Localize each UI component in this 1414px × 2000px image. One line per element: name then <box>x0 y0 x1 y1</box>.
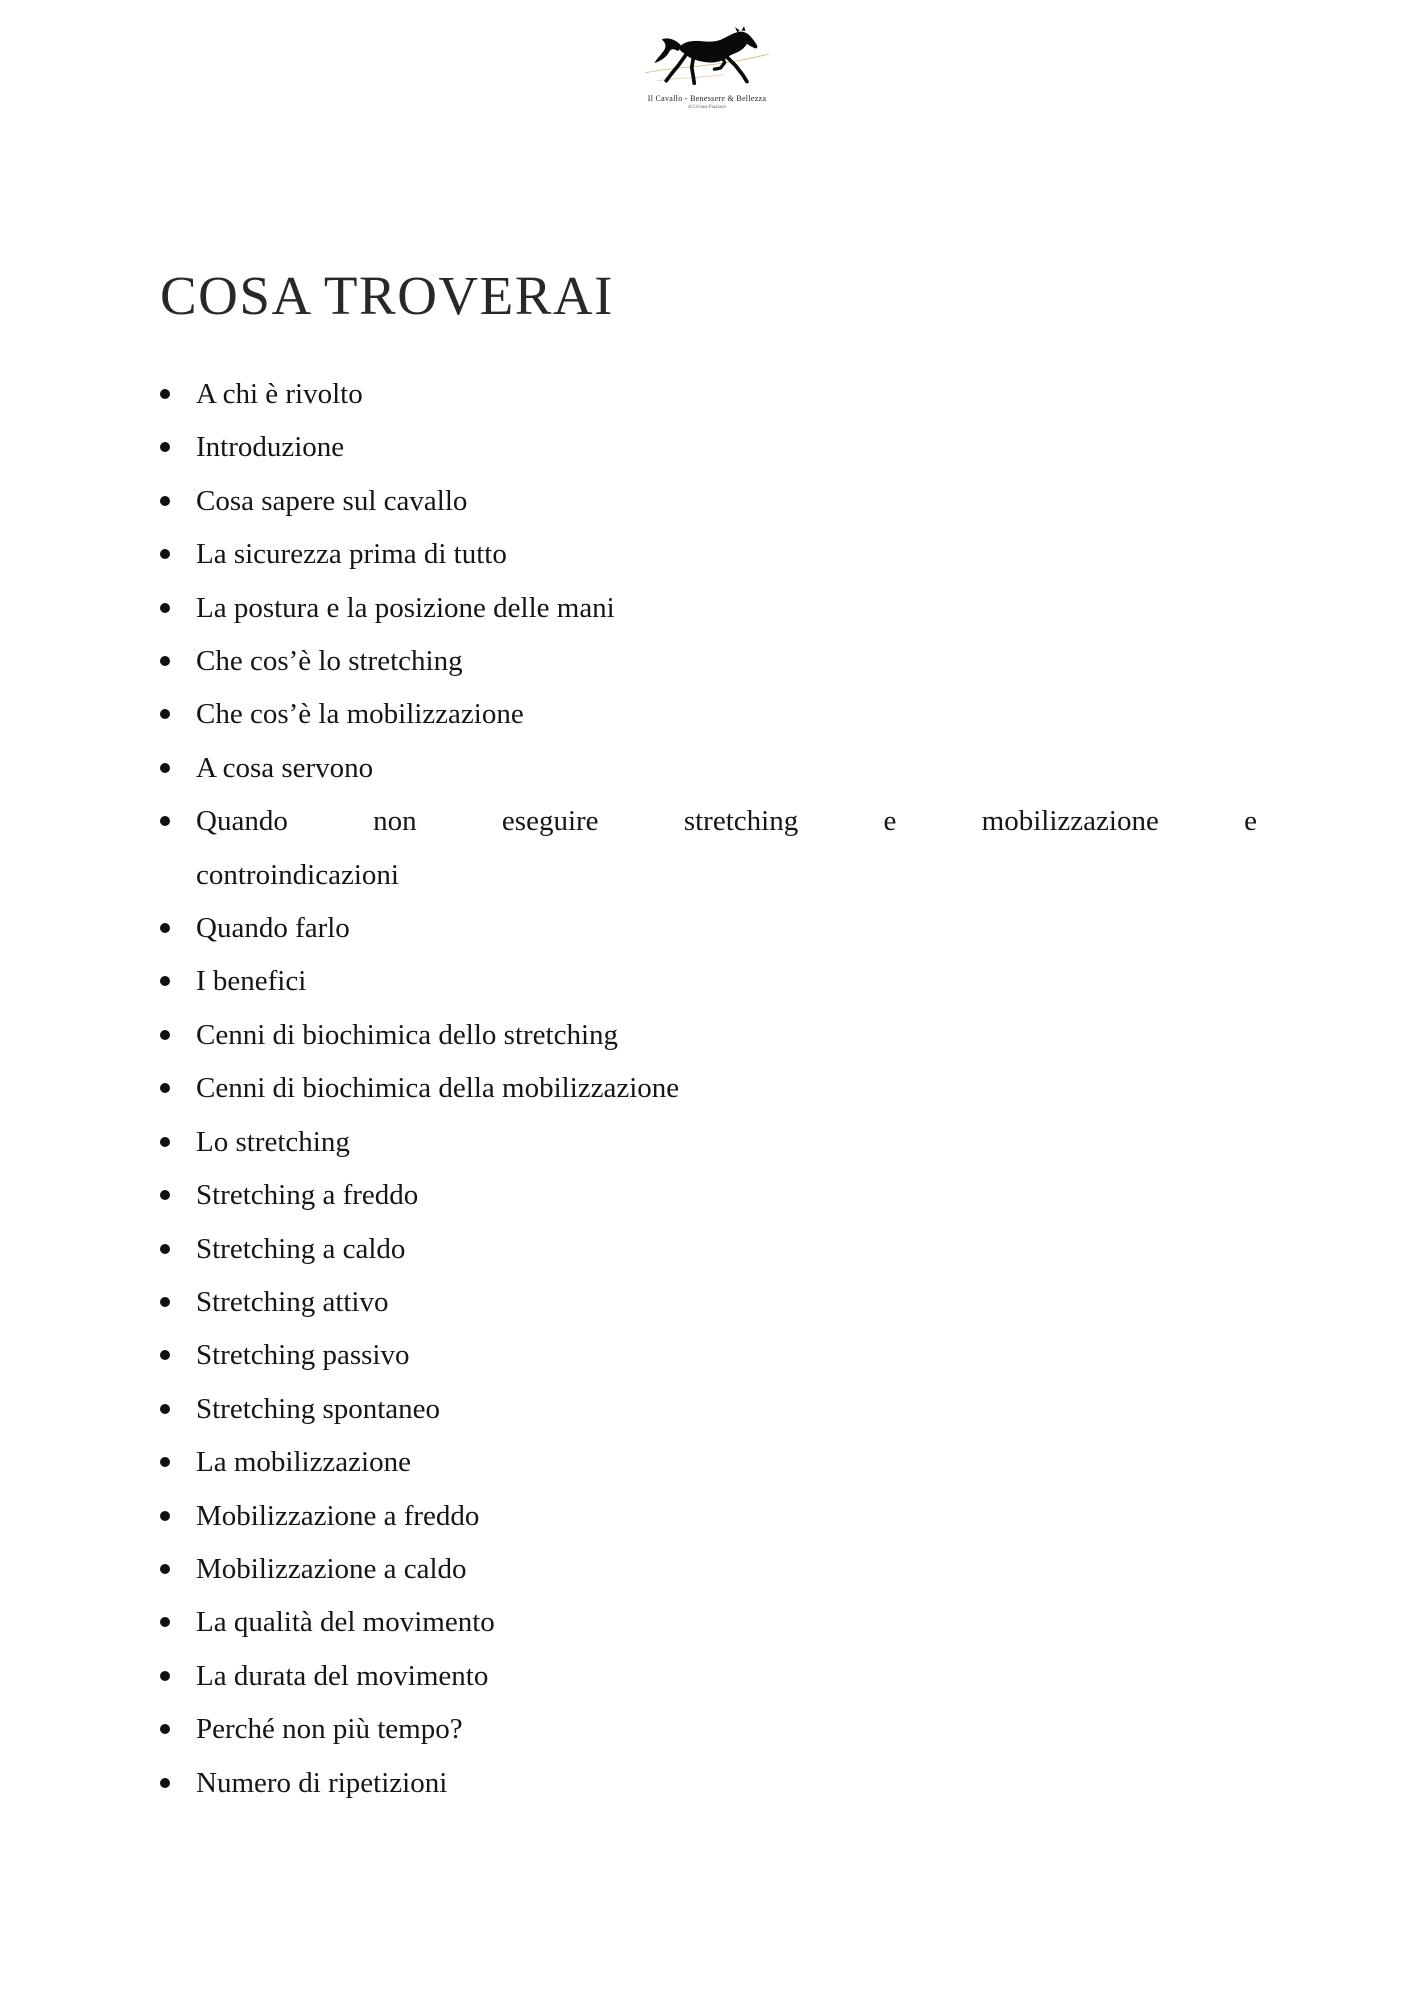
toc-item: Mobilizzazione a caldo <box>196 1543 1257 1596</box>
toc-item: I benefici <box>196 955 1257 1008</box>
horse-icon <box>645 26 769 96</box>
toc-item-line: controindicazioni <box>196 858 399 891</box>
toc-item: Numero di ripetizioni <box>196 1757 1257 1810</box>
toc-item: Che cos’è la mobilizzazione <box>196 688 1257 741</box>
toc-item: Quando farlo <box>196 902 1257 955</box>
toc-item: Stretching a freddo <box>196 1169 1257 1222</box>
toc-item: Perché non più tempo? <box>196 1703 1257 1756</box>
toc-item: Mobilizzazione a freddo <box>196 1490 1257 1543</box>
toc-item: Lo stretching <box>196 1116 1257 1169</box>
toc-item: Cenni di biochimica dello stretching <box>196 1009 1257 1062</box>
toc-item: La sicurezza prima di tutto <box>196 528 1257 581</box>
toc-item: Cosa sapere sul cavallo <box>196 475 1257 528</box>
brand-logo <box>597 26 817 110</box>
toc-item: Che cos’è lo stretching <box>196 635 1257 688</box>
toc-item: Stretching spontaneo <box>196 1383 1257 1436</box>
toc-item: La postura e la posizione delle mani <box>196 582 1257 635</box>
toc-item: Stretching attivo <box>196 1276 1257 1329</box>
toc-item: Cenni di biochimica della mobilizzazione <box>196 1062 1257 1115</box>
toc-item: A cosa servono <box>196 742 1257 795</box>
toc-item: A chi è rivolto <box>196 368 1257 421</box>
brand-name: Il Cavallo - Benessere & Bellezza <box>647 94 767 103</box>
brand-tagline: di Liriana Patalano <box>687 104 727 110</box>
toc-item: La qualità del movimento <box>196 1596 1257 1649</box>
toc-list <box>196 368 1257 1810</box>
toc-item: Stretching passivo <box>196 1329 1257 1382</box>
toc-item: Introduzione <box>196 421 1257 474</box>
page-title: COSA TROVERAI <box>160 265 614 326</box>
toc-item: La durata del movimento <box>196 1650 1257 1703</box>
toc-item <box>196 795 1257 902</box>
toc-item: La mobilizzazione <box>196 1436 1257 1489</box>
toc-item: Stretching a caldo <box>196 1223 1257 1276</box>
toc-item-line: Quando non eseguire stretching e mobilizzazione e <box>196 805 1257 838</box>
